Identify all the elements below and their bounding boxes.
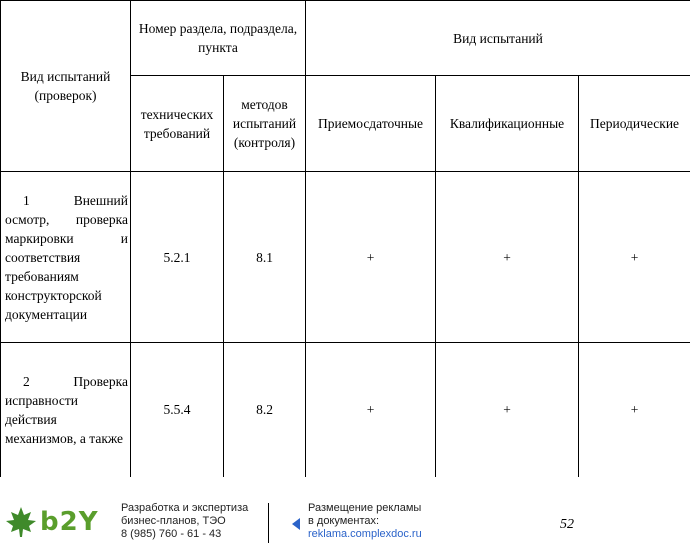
promo-line: Разработка и экспертиза — [121, 502, 249, 514]
header-test-type: Вид испытаний (проверок) — [1, 1, 131, 172]
promo-line: бизнес-планов, ТЭО — [121, 515, 226, 527]
header-qualification: Квалификационные — [436, 76, 579, 172]
ad-link[interactable]: reklama.complexdoc.ru — [308, 528, 422, 540]
arrow-left-icon — [292, 518, 300, 530]
row-tech-req: 5.5.4 — [131, 343, 224, 477]
row-test-name: 2 Проверка исправности действия механизмов, а также — [1, 343, 131, 477]
brand-logo: b2Y — [40, 507, 99, 537]
table-row — [1, 172, 690, 343]
row-method: 8.2 — [224, 343, 306, 477]
row-test-name: 1 Внешний осмотр, проверка маркировки и соответствия требованиям конструкторской документации — [1, 172, 131, 343]
business-plan-promo[interactable] — [121, 502, 248, 541]
header-tech-requirements: технических требований — [131, 76, 224, 172]
promo-phone: 8 (985) 760 - 61 - 43 — [121, 528, 222, 540]
page-number: 52 — [560, 517, 574, 532]
ad-footer — [0, 497, 690, 547]
ad-line: в документах: — [308, 515, 380, 527]
table-row — [1, 343, 690, 477]
row-method: 8.1 — [224, 172, 306, 343]
header-test-methods: методов испытаний (контроля) — [224, 76, 306, 172]
row-periodic: + — [579, 172, 690, 343]
row-tech-req: 5.2.1 — [131, 172, 224, 343]
footer-divider — [268, 503, 269, 543]
row-qualification: + — [436, 343, 579, 477]
row-acceptance: + — [306, 172, 436, 343]
header-test-kind: Вид испытаний — [306, 1, 690, 76]
header-acceptance: Приемосдаточные — [306, 76, 436, 172]
row-acceptance: + — [306, 343, 436, 477]
header-section-number: Номер раздела, подраздела, пункта — [131, 1, 306, 76]
ad-line: Размещение рекламы — [308, 502, 422, 514]
row-qualification: + — [436, 172, 579, 343]
maple-leaf-icon — [4, 505, 38, 539]
ad-placement-promo — [308, 502, 422, 541]
header-periodic: Периодические — [579, 76, 690, 172]
row-periodic: + — [579, 343, 690, 477]
